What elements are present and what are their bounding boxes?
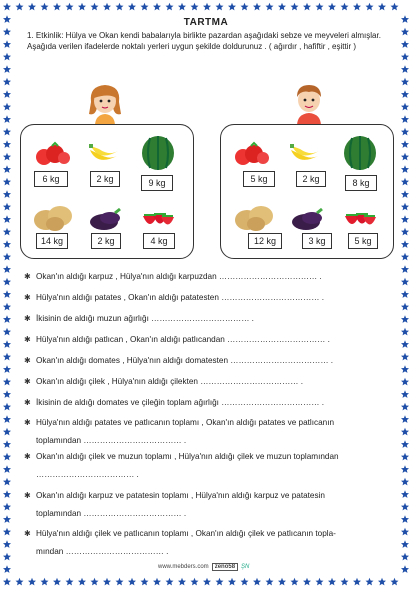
border-star (53, 578, 61, 586)
border-star (3, 540, 11, 548)
list-item: ✱ Okan'ın aldığı karpuz , Hülya'nın aldığı karpuzdan ……………………………… . (24, 272, 322, 281)
border-star (401, 115, 409, 123)
page-title: TARTMA (183, 17, 229, 28)
border-star (401, 465, 409, 473)
border-star (401, 153, 409, 161)
border-star (291, 578, 299, 586)
border-star (53, 3, 61, 11)
okan-eggplant-weight: 3 kg (302, 233, 332, 249)
border-star (78, 578, 86, 586)
border-star (401, 378, 409, 386)
border-star (128, 578, 136, 586)
border-star (401, 328, 409, 336)
border-star (378, 578, 386, 586)
border-star (16, 3, 24, 11)
border-star (401, 453, 409, 461)
border-star (401, 403, 409, 411)
border-star (216, 578, 224, 586)
border-star (401, 478, 409, 486)
okan-banana-weight: 2 kg (296, 171, 326, 187)
border-star (401, 440, 409, 448)
border-star (3, 515, 11, 523)
border-star (3, 215, 11, 223)
border-star (401, 553, 409, 561)
strawberries-icon (343, 206, 377, 232)
border-star (401, 390, 409, 398)
border-star (28, 3, 36, 11)
border-star (3, 578, 11, 586)
border-star (3, 140, 11, 148)
border-star (353, 3, 361, 11)
border-star (401, 278, 409, 286)
border-star (141, 3, 149, 11)
border-star (3, 53, 11, 61)
border-star (91, 3, 99, 11)
watermelon-icon (342, 134, 378, 172)
border-star (3, 428, 11, 436)
list-item: ✱ Okan'ın aldığı karpuz ve patatesin toplamı , Hülya'nın aldığı karpuz ve patatesin toplamından ……………………………… . (24, 491, 325, 518)
border-star (3, 290, 11, 298)
border-star (3, 340, 11, 348)
border-star (103, 578, 111, 586)
border-star (3, 390, 11, 398)
border-star (228, 578, 236, 586)
border-star (103, 3, 111, 11)
border-star (116, 578, 124, 586)
bananas-icon (288, 142, 322, 168)
footer-tag: zeno58 (212, 563, 238, 571)
border-star (391, 578, 399, 586)
okan-watermelon-weight: 8 kg (345, 175, 377, 191)
border-star (3, 165, 11, 173)
border-star (266, 3, 274, 11)
border-star (266, 578, 274, 586)
border-star (3, 3, 11, 11)
border-star (401, 290, 409, 298)
border-star (291, 3, 299, 11)
border-star (401, 140, 409, 148)
border-star (401, 40, 409, 48)
hulya-strawberry-weight: 4 kg (143, 233, 175, 249)
border-star (401, 215, 409, 223)
list-item: ✱ Okan'ın aldığı çilek ve muzun toplamı , Hülya'nın aldığı çilek ve muzun toplamından ……………………………… . (24, 452, 339, 479)
border-star (401, 78, 409, 86)
border-star (3, 353, 11, 361)
border-star (3, 265, 11, 273)
footer-mark: ŞN (241, 564, 250, 570)
okan-potato-weight: 12 kg (248, 233, 282, 249)
border-star (66, 578, 74, 586)
footer (158, 563, 249, 571)
border-star (191, 578, 199, 586)
list-item: ✱ Hülya'nın aldığı patates ve patlıcanın toplamı , Okan'ın aldığı patates ve patlıcanın toplamından ……………………………… . (24, 418, 335, 445)
border-star (401, 315, 409, 323)
border-star (178, 578, 186, 586)
border-star (3, 403, 11, 411)
hulya-potato-weight: 14 kg (36, 233, 68, 249)
border-star (3, 415, 11, 423)
border-star (378, 3, 386, 11)
border-star (191, 3, 199, 11)
border-star (41, 578, 49, 586)
border-star (3, 553, 11, 561)
border-star (401, 303, 409, 311)
border-star (341, 3, 349, 11)
border-star (401, 190, 409, 198)
list-item: ✱ İkisinin de aldığı muzun ağırlığı ……………………………… . (24, 314, 254, 323)
border-star (401, 353, 409, 361)
border-star (3, 240, 11, 248)
border-star (341, 578, 349, 586)
border-star (3, 478, 11, 486)
border-star (41, 3, 49, 11)
border-star (401, 528, 409, 536)
girl-illustration (85, 82, 125, 126)
border-star (216, 3, 224, 11)
border-star (303, 578, 311, 586)
border-star (316, 578, 324, 586)
potatoes-icon (33, 202, 73, 232)
border-star (3, 465, 11, 473)
border-star (401, 503, 409, 511)
boy-illustration (289, 80, 329, 126)
border-star (66, 3, 74, 11)
border-star (401, 103, 409, 111)
border-star (3, 453, 11, 461)
hulya-watermelon-weight: 9 kg (141, 175, 173, 191)
list-item: ✱ Hülya'nın aldığı patlıcan , Okan'ın aldığı patlıcandan ……………………………… . (24, 335, 330, 344)
border-star (3, 365, 11, 373)
watermelon-icon (140, 134, 176, 172)
border-star (3, 78, 11, 86)
border-star (91, 578, 99, 586)
border-star (253, 3, 261, 11)
border-star (166, 578, 174, 586)
border-star (401, 240, 409, 248)
border-star (366, 3, 374, 11)
hulya-eggplant-weight: 2 kg (91, 233, 121, 249)
border-star (303, 3, 311, 11)
border-star (401, 540, 409, 548)
border-star (401, 428, 409, 436)
tomatoes-icon (234, 140, 270, 168)
border-star (328, 3, 336, 11)
border-star (3, 65, 11, 73)
border-star (3, 28, 11, 36)
okan-tomato-weight: 5 kg (243, 171, 275, 187)
border-star (401, 65, 409, 73)
list-item: ✱ Okan'ın aldığı çilek , Hülya'nın aldığı çilekten ……………………………… . (24, 377, 304, 386)
border-star (141, 578, 149, 586)
border-star (128, 3, 136, 11)
potatoes-icon (234, 202, 274, 232)
eggplant-icon (290, 206, 324, 232)
list-item: ✱ Hülya'nın aldığı çilek ve patlıcanın toplamı , Okan'ın aldığı çilek ve patlıcanın topla- mından ……………………………… . (24, 529, 336, 556)
border-star (3, 128, 11, 136)
border-star (166, 3, 174, 11)
border-star (401, 265, 409, 273)
list-item: ✱ Hülya'nın aldığı patates , Okan'ın aldığı patatesten ……………………………… . (24, 293, 324, 302)
border-star (3, 303, 11, 311)
border-star (401, 228, 409, 236)
border-star (401, 90, 409, 98)
border-star (401, 515, 409, 523)
border-star (401, 128, 409, 136)
border-star (3, 315, 11, 323)
border-star (401, 165, 409, 173)
bananas-icon (87, 142, 121, 168)
border-star (203, 578, 211, 586)
border-star (153, 3, 161, 11)
border-star (3, 440, 11, 448)
border-star (3, 228, 11, 236)
list-item: ✱ Okan'ın aldığı domates , Hülya'nın aldığı domatesten ……………………………… . (24, 356, 334, 365)
border-star (401, 340, 409, 348)
border-star (401, 253, 409, 261)
border-star (16, 578, 24, 586)
border-star (278, 578, 286, 586)
border-star (3, 203, 11, 211)
border-star (3, 115, 11, 123)
border-star (401, 178, 409, 186)
border-star (3, 90, 11, 98)
border-star (28, 578, 36, 586)
strawberries-icon (141, 206, 175, 232)
border-star (241, 578, 249, 586)
border-star (3, 253, 11, 261)
border-star (353, 578, 361, 586)
border-star (178, 3, 186, 11)
tomatoes-icon (35, 140, 71, 168)
border-star (278, 3, 286, 11)
border-star (3, 565, 11, 573)
border-star (116, 3, 124, 11)
eggplant-icon (88, 206, 122, 232)
border-star (3, 178, 11, 186)
border-star (328, 578, 336, 586)
border-star (78, 3, 86, 11)
border-star (401, 203, 409, 211)
border-star (3, 190, 11, 198)
border-star (3, 503, 11, 511)
border-star (203, 3, 211, 11)
border-star (316, 3, 324, 11)
border-star (401, 53, 409, 61)
border-star (401, 415, 409, 423)
border-star (3, 153, 11, 161)
border-star (401, 28, 409, 36)
border-star (228, 3, 236, 11)
border-star (366, 578, 374, 586)
okan-strawberry-weight: 5 kg (348, 233, 378, 249)
activity-instructions: 1. Etkinlik: Hülya ve Okan kendi babalarıyla birlikte pazardan aşağıdaki sebze ve meyveleri almışlar. Aşağıda verilen ifadelerde noktalı yerleri uygun şekilde doldurunuz . ( ağırdır , hafiftir , eşittir ) (27, 31, 381, 51)
border-star (391, 3, 399, 11)
list-item: ✱ İkisinin de aldığı domates ve çileğin toplam ağırlığı ……………………………… . (24, 398, 325, 407)
border-star (3, 103, 11, 111)
border-star (401, 565, 409, 573)
border-star (253, 578, 261, 586)
border-star (3, 378, 11, 386)
footer-site-link[interactable]: www.mebders.com (158, 564, 209, 570)
border-star (3, 490, 11, 498)
border-star (401, 490, 409, 498)
border-star (3, 40, 11, 48)
border-star (401, 365, 409, 373)
hulya-tomato-weight: 6 kg (34, 171, 68, 187)
border-star (153, 578, 161, 586)
border-star (241, 3, 249, 11)
border-star (3, 528, 11, 536)
border-star (3, 278, 11, 286)
border-star (3, 328, 11, 336)
hulya-banana-weight: 2 kg (90, 171, 120, 187)
